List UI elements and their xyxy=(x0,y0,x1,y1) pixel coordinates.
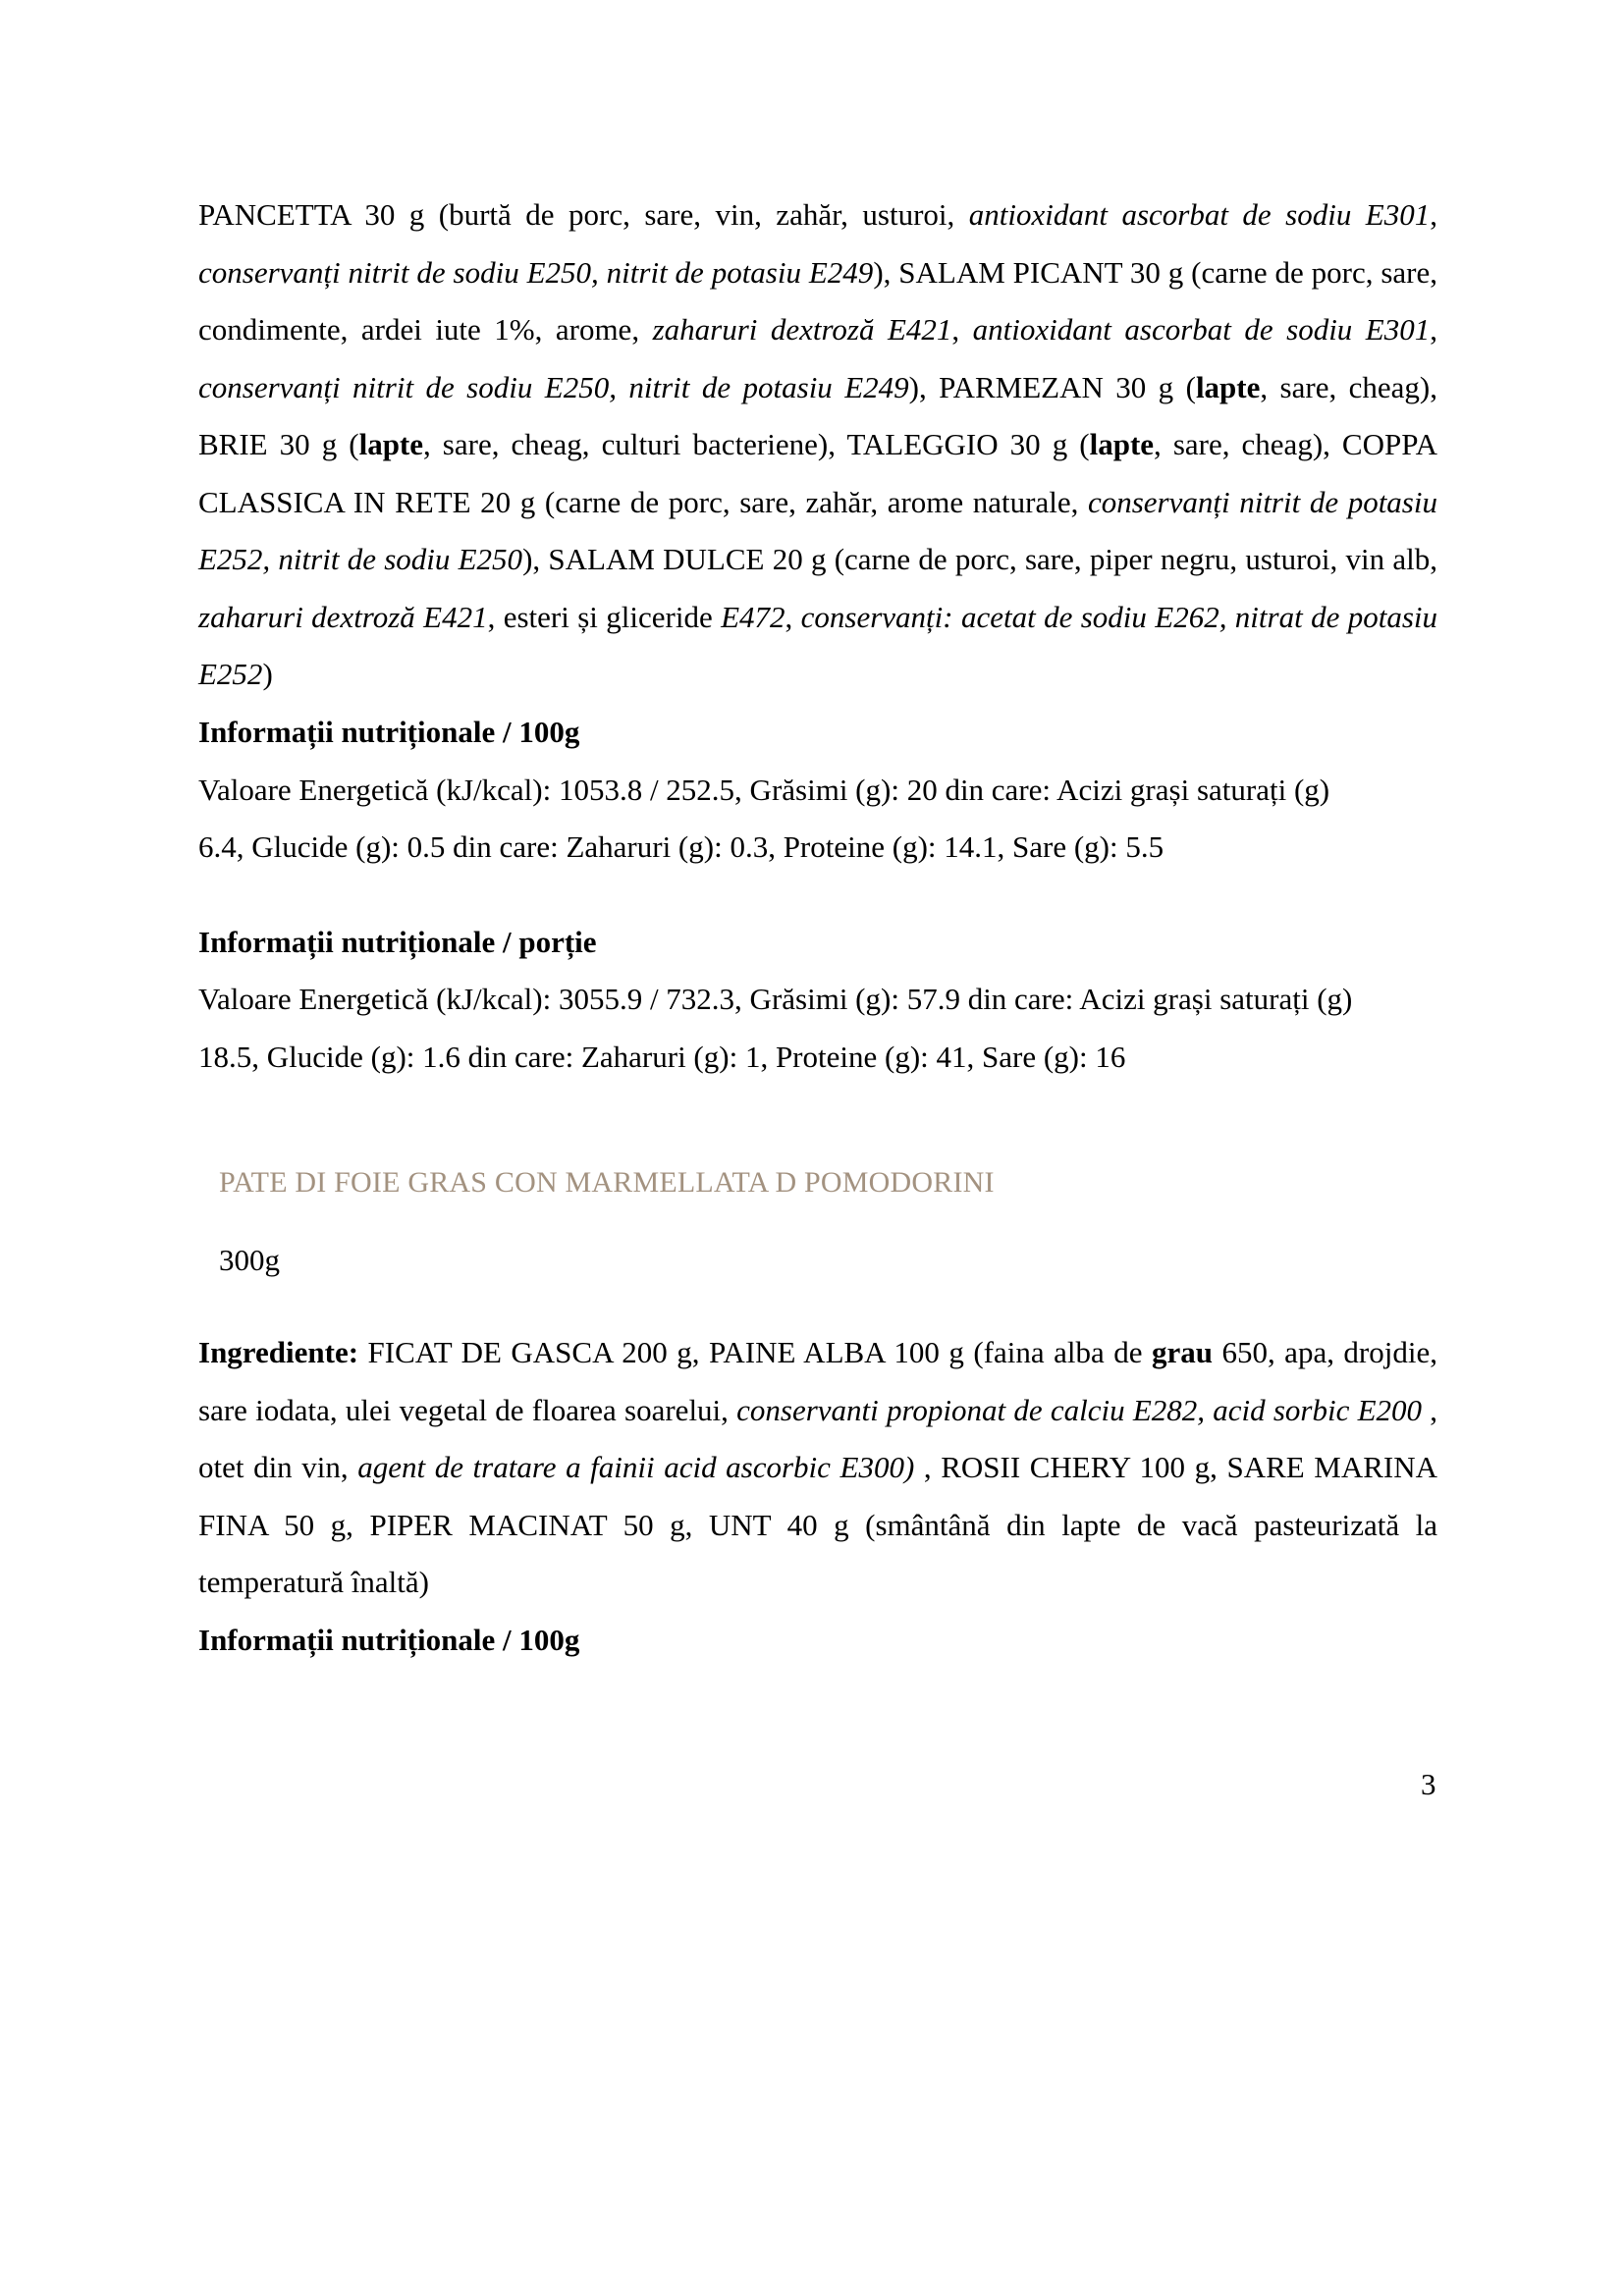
nutrition-100g-line-2: 6.4, Glucide (g): 0.5 din care: Zaharuri (g): 0.3, Proteine (g): 14.1, Sare (g): 5.5 xyxy=(198,829,1164,864)
product-nutrition-heading: Informații nutriționale / 100g xyxy=(198,1623,580,1657)
nutrition-100g-heading: Informații nutriționale / 100g xyxy=(198,715,580,749)
nutrition-portion-line-2: 18.5, Glucide (g): 1.6 din care: Zaharuri (g): 1, Proteine (g): 41, Sare (g): 16 xyxy=(198,1040,1126,1074)
nutrition-portion-line-1: Valoare Energetică (kJ/kcal): 3055.9 / 732.3, Grăsimi (g): 57.9 din care: Acizi grași saturați (g) xyxy=(198,982,1353,1016)
nutrition-100g-line-1: Valoare Energetică (kJ/kcal): 1053.8 / 252.5, Grăsimi (g): 20 din care: Acizi grași saturați (g) xyxy=(198,773,1330,807)
nutrition-portion-heading: Informații nutriționale / porție xyxy=(198,925,597,959)
ingredients-label: Ingrediente: xyxy=(198,1335,359,1369)
product-ingredients-paragraph: Ingrediente: FICAT DE GASCA 200 g, PAINE ALBA 100 g (faina alba de grau 650, apa, drojdie, sare iodata, ulei vegetal de floarea soarelui, conservanti propionat de calciu E282, acid sorbic E200 , otet din vin, agent de tratare a fainii acid ascorbic E300) , ROSII CHERY 100 g, SARE MARINA FINA 50 g, PIPER MACINAT 50 g, UNT 40 g (smântână din lapte de vacă pasteurizată la temperatură înaltă) xyxy=(198,1335,1438,1599)
product-weight: 300g xyxy=(219,1243,280,1277)
ingredients-continued-paragraph: PANCETTA 30 g (burtă de porc, sare, vin, zahăr, usturoi, antioxidant ascorbat de sodiu E301, conservanți nitrit de sodiu E250, nitrit de potasiu E249), SALAM PICANT 30 g (carne de porc, sare, condimente, ardei iute 1%, arome, zaharuri dextroză E421, antioxidant ascorbat de sodiu E301, conservanți nitrit de sodiu E250, nitrit de potasiu E249), PARMEZAN 30 g (lapte, sare, cheag), BRIE 30 g (lapte, sare, cheag, culturi bacteriene), TALEGGIO 30 g (lapte, sare, cheag), COPPA CLASSICA IN RETE 20 g (carne de porc, sare, zahăr, arome naturale, conservanți nitrit de potasiu E252, nitrit de sodiu E250), SALAM DULCE 20 g (carne de porc, sare, piper negru, usturoi, vin alb, zaharuri dextroză E421, esteri și gliceride E472, conservanți: acetat de sodiu E262, nitrat de potasiu E252) xyxy=(198,197,1438,691)
product-title: PATE DI FOIE GRAS CON MARMELLATA D POMODORINI xyxy=(219,1166,995,1199)
page-number: 3 xyxy=(1421,1767,1436,1801)
